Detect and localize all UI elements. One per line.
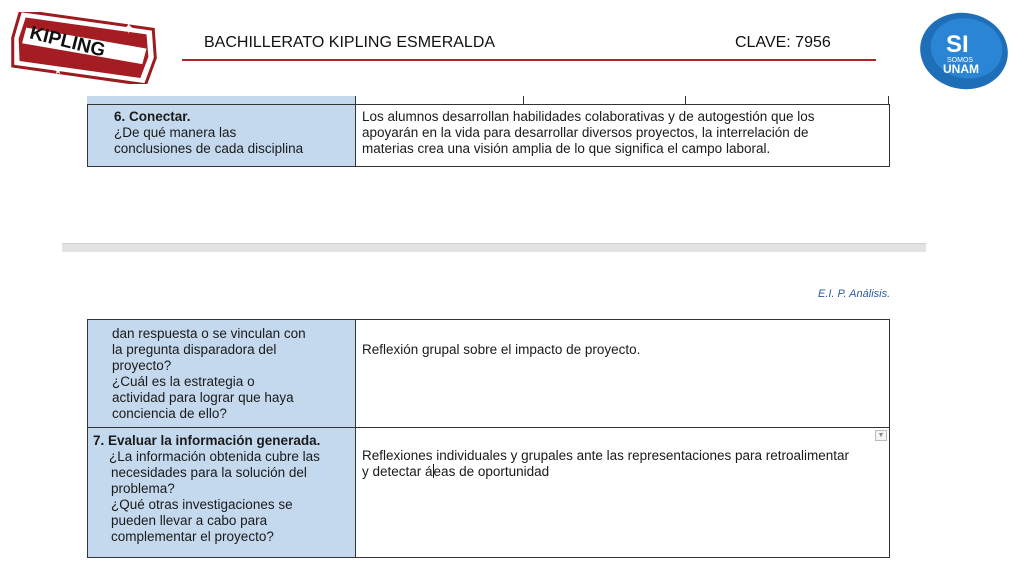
conectar-question-line: conclusiones de cada disciplina: [114, 141, 304, 156]
conectar-table: [87, 104, 890, 167]
vinculan-question-cell: [88, 320, 356, 428]
vinculan-answer-cell: [356, 320, 890, 428]
evaluar-question-line: ¿Qué otras investigaciones se: [111, 497, 293, 512]
vinculan-question-line: actividad para lograr que haya: [112, 390, 294, 405]
evaluar-answer-cell[interactable]: [356, 428, 890, 558]
conectar-answer-line: Los alumnos desarrollan habilidades colaborativas y de autogestión que los: [362, 109, 815, 124]
vinculan-answer-text: Reflexión grupal sobre el impacto de proyecto.: [362, 342, 641, 357]
si-somos-unam-logo: [916, 10, 1012, 92]
school-code: CLAVE: 7956: [735, 34, 831, 51]
conectar-question-line: ¿De qué manera las: [114, 125, 237, 140]
conectar-question-cell: [88, 105, 356, 167]
svg-text:SOMOS: SOMOS: [947, 57, 974, 64]
vinculan-question-line: proyecto?: [112, 358, 172, 373]
svg-text:UNAM: UNAM: [943, 62, 979, 76]
evaluar-question-cell: [88, 428, 356, 558]
evaluar-question-line: necesidades para la solución del: [111, 465, 307, 480]
evaluar-question-line: ¿La información obtenida cubre las: [109, 449, 320, 464]
evaluar-answer-line: y detectar áeas de oportunidad: [362, 464, 550, 479]
evaluar-question-line: complementar el proyecto?: [111, 529, 274, 544]
cell-options-arrow-icon[interactable]: ▼: [875, 430, 887, 441]
evaluar-question-line: pueden llevar a cabo para: [111, 513, 268, 528]
conectar-answer-line: materias crea una visión amplia de lo que significa el campo laboral.: [362, 141, 771, 156]
svg-text:★: ★: [54, 67, 63, 77]
school-name: BACHILLERATO KIPLING ESMERALDA: [204, 34, 496, 51]
evaluar-question-line: problema?: [111, 481, 175, 496]
svg-text:✦: ✦: [122, 19, 136, 38]
vinculan-question-line: conciencia de ello?: [112, 406, 227, 421]
svg-text:SI: SI: [946, 31, 969, 58]
slide-divider: [62, 243, 926, 252]
vinculan-question-line: dan respuesta o se vinculan con: [112, 326, 306, 341]
evaluar-title: 7. Evaluar la información generada.: [93, 433, 321, 448]
header-divider: [182, 59, 876, 61]
conectar-answer-line: apoyarán en la vida para desarrollar diversos proyectos, la interrelación de: [362, 125, 809, 140]
evaluar-table: [87, 319, 890, 558]
svg-text:KIPLING: KIPLING: [27, 22, 108, 62]
evaluar-answer-line: Reflexiones individuales y grupales ante las representaciones para retroalimentar: [362, 448, 850, 463]
conectar-answer-cell: [356, 105, 890, 167]
kipling-logo: [10, 12, 160, 84]
vinculan-question-line: la pregunta disparadora del: [112, 342, 277, 357]
conectar-title: 6. Conectar.: [114, 109, 191, 124]
footer-tag: E.I. P. Análisis.: [818, 288, 891, 300]
vinculan-question-line: ¿Cuál es la estrategia o: [112, 374, 255, 389]
